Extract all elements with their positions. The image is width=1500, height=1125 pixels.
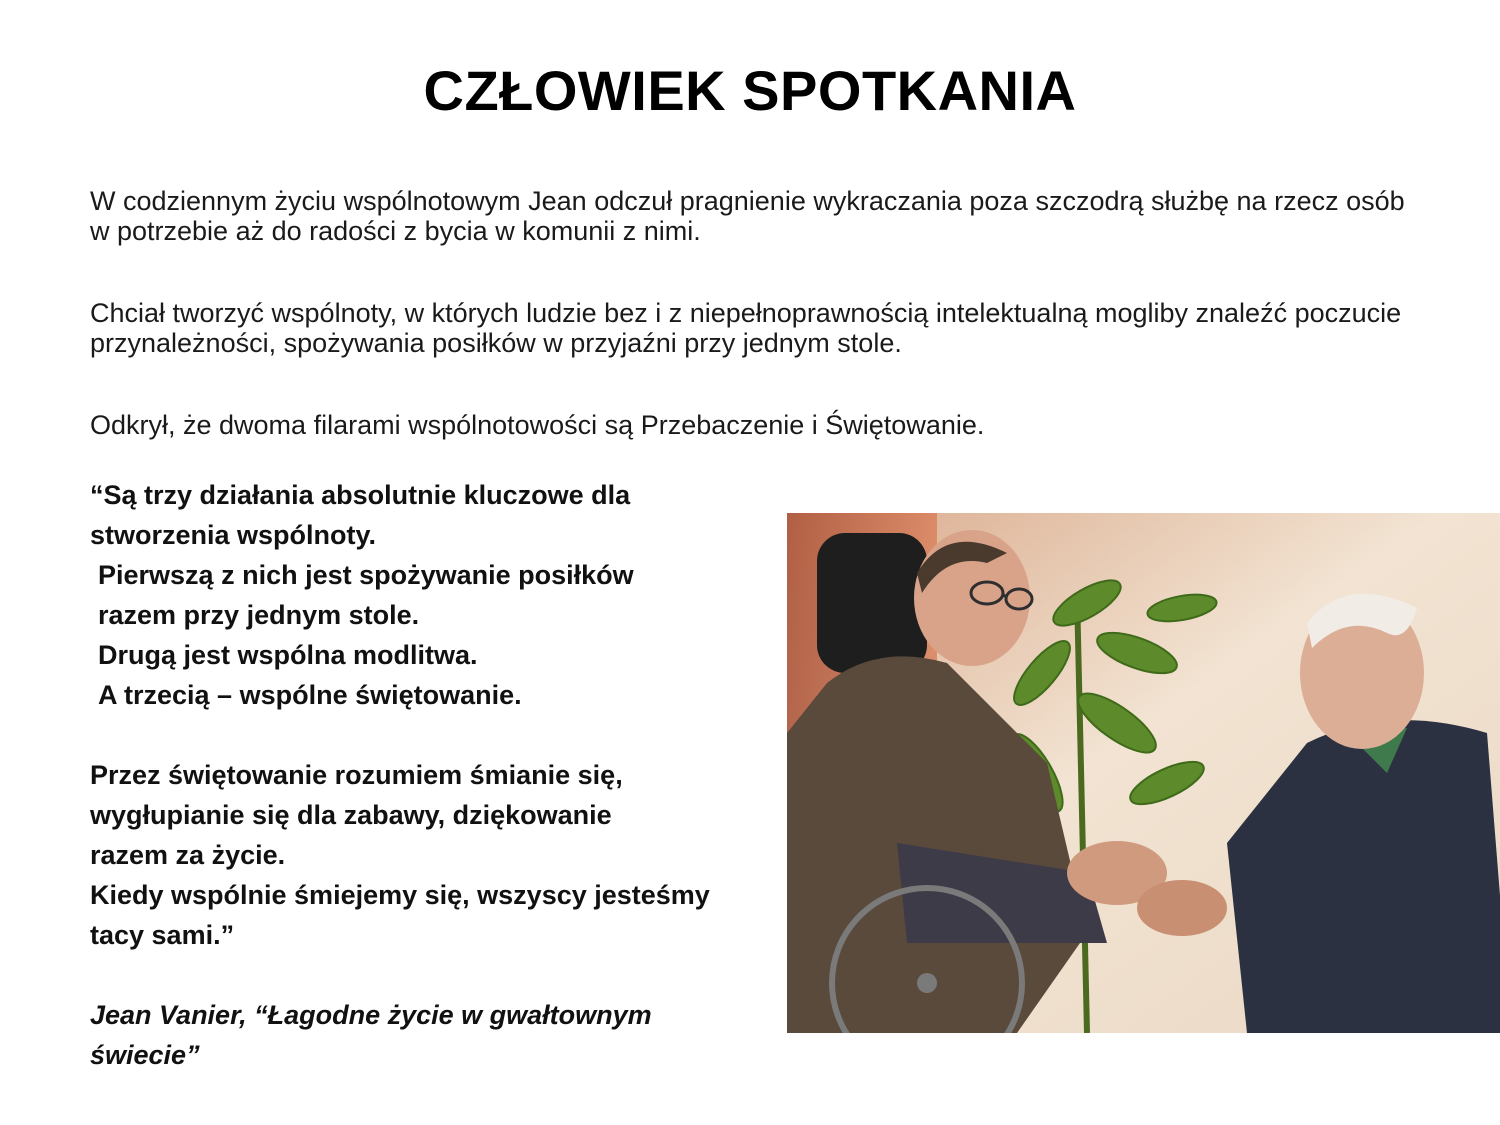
photo-two-men-holding-hands	[787, 513, 1500, 1033]
quote-line: stworzenia wspólnoty.	[90, 520, 377, 550]
quote-block	[90, 475, 770, 1075]
quote-line: Kiedy wspólnie śmiejemy się, wszyscy jesteśmy	[90, 880, 710, 910]
quote-line: Pierwszą z nich jest spożywanie posiłków	[98, 560, 634, 590]
paragraph-1: W codziennym życiu wspólnotowym Jean odczuł pragnienie wykraczania poza szczodrą służbę na rzecz osób w potrzebie aż do radości z bycia w komunii z nimi.	[90, 186, 1405, 246]
quote-line: wygłupianie się dla zabawy, dziękowanie	[90, 800, 612, 830]
quote-line: Przez świętowanie rozumiem śmianie się,	[90, 760, 623, 790]
paragraph-3: Odkrył, że dwoma filarami wspólnotowości są Przebaczenie i Świętowanie.	[90, 410, 985, 440]
quote-line: A trzecią – wspólne świętowanie.	[98, 680, 522, 710]
quote-line: tacy sami.”	[90, 920, 235, 950]
paragraph-2: Chciał tworzyć wspólnoty, w których ludzie bez i z niepełnoprawnością intelektualną mogliby znaleźć poczucie przynależności, spożywania posiłków w przyjaźni przy jednym stole.	[90, 298, 1402, 358]
quote-line: razem przy jednym stole.	[98, 600, 420, 630]
slide-title: CZŁOWIEK SPOTKANIA	[423, 59, 1077, 122]
spacer	[90, 715, 770, 755]
photo-illustration	[787, 513, 1500, 1033]
citation-line: świecie”	[90, 1040, 200, 1070]
spacer	[90, 955, 770, 995]
quote-line: Drugą jest wspólna modlitwa.	[98, 640, 478, 670]
quote-line: “Są trzy działania absolutnie kluczowe dla	[90, 480, 631, 510]
quote-line: razem za życie.	[90, 840, 286, 870]
citation-line: Jean Vanier, “Łagodne życie w gwałtownym	[90, 1000, 652, 1030]
